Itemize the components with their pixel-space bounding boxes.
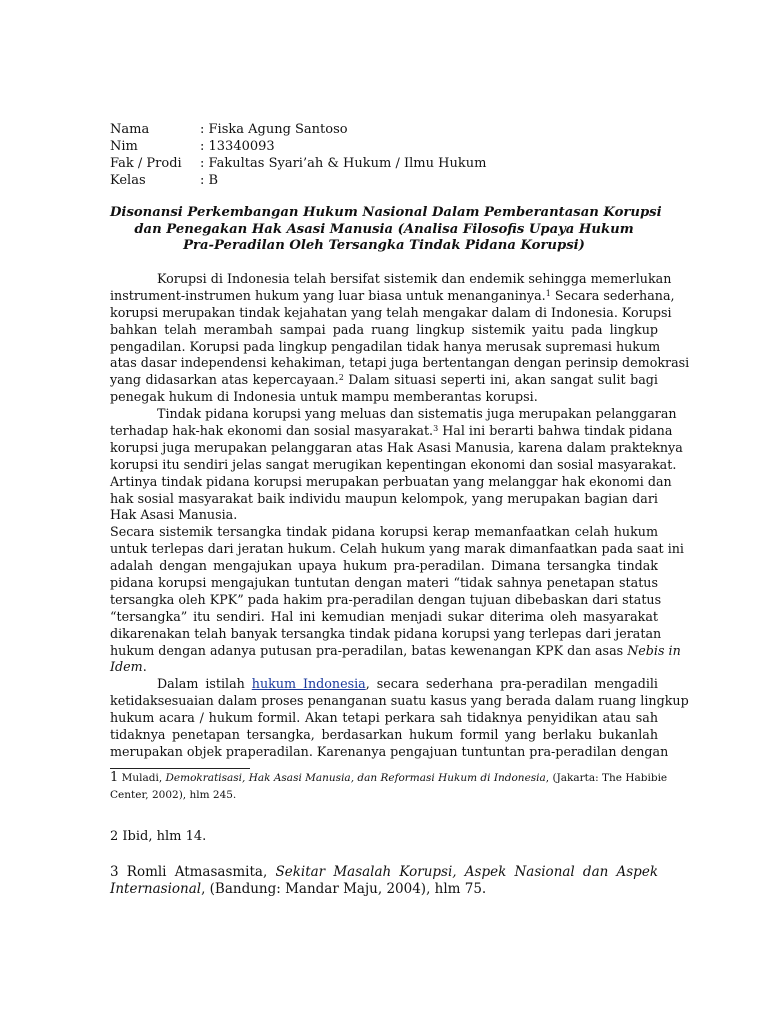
identity-value: : B (200, 173, 219, 188)
text-line: pidana korupsi mengajukan tuntutan dengan materi “tidak sahnya penetapan status (110, 575, 658, 591)
identity-value: : Fakultas Syari’ah & Hukum / Ilmu Hukum (200, 156, 487, 171)
text-line: korupsi itu sendiri jelas sangat merugikan kepentingan ekonomi dan sosial masyarakat. (110, 456, 677, 472)
identity-label: Nama (110, 122, 150, 137)
paragraph-1 (110, 271, 690, 406)
text-line: Artinya tindak pidana korupsi merupakan perbuatan yang melanggar hak ekonomi dan (110, 473, 672, 489)
latin-term: Nebis in (627, 642, 681, 658)
text-line: hukum dengan adanya putusan pra-peradilan, batas kewenangan KPK dan asas Nebis in (110, 642, 681, 658)
text-line: dikarenakan telah banyak tersangka tindak pidana korupsi yang terlepas dari jeratan (110, 625, 662, 641)
text-line: Dalam istilah hukum Indonesia, secara sederhana pra-peradilan mengadili (157, 676, 658, 692)
latin-term: Idem (110, 659, 143, 675)
identity-row-name (110, 121, 486, 138)
text-line: Korupsi di Indonesia telah bersifat sistemik dan endemik sehingga memerlukan (157, 271, 672, 286)
paragraph-2 (110, 406, 683, 524)
text-line: ketidaksesuaian dalam proses penanganan suatu kasus yang berada dalam ruang lingkup (110, 693, 689, 709)
text-line: hak sosial masyarakat baik individu maupun kelompok, yang merupakan bagian dari (110, 490, 658, 506)
text-line: bahkan telah merambah sampai pada ruang lingkup sistemik yaitu pada lingkup (110, 321, 658, 337)
text-line: Secara sistemik tersangka tindak pidana korupsi kerap memanfaatkan celah hukum (110, 524, 658, 540)
footnote-line: Center, 2002), hlm 245. (110, 788, 237, 801)
footnote-2: 2 Ibid, hlm 14. (110, 829, 207, 844)
text-line: adalah dengan mengajukan upaya hukum pra-peradilan. Dimana tersangka tindak (110, 558, 658, 574)
text-line: Tindak pidana korupsi yang meluas dan sistematis juga merupakan pelanggaran (157, 406, 677, 422)
paragraph-3 (110, 524, 684, 676)
footnote-1 (110, 770, 668, 804)
document-body (110, 271, 690, 761)
paragraph-4 (110, 676, 689, 760)
identity-label: Nim (110, 139, 138, 154)
text-line: korupsi merupakan tindak kejahatan yang telah mengakar dalam di Indonesia. Korupsi (110, 304, 672, 320)
footnote-line: Internasional, (Bandung: Mandar Maju, 2004), hlm 75. (110, 880, 487, 897)
hukum-indonesia-link[interactable]: hukum Indonesia (251, 676, 366, 692)
text-line: tidaknya penetapan tersangka, berdasarkan hukum formil yang berlaku bukanlah (110, 727, 658, 743)
text-line: untuk terlepas dari jeratan hukum. Celah hukum yang marak dimanfaatkan pada saat ini (110, 541, 684, 557)
footnote-ref[interactable]: 2 (338, 373, 344, 383)
footnote-ref[interactable]: 1 (545, 288, 551, 298)
identity-value: : Fiska Agung Santoso (200, 122, 348, 137)
text-line: penegak hukum di Indonesia untuk mampu memberantas korupsi. (110, 389, 538, 405)
identity-label: Kelas (110, 173, 146, 188)
text-line: korupsi juga merupakan pelanggaran atas Hak Asasi Manusia, karena dalam prakteknya (110, 439, 683, 455)
footnote-separator (110, 768, 250, 769)
text-line: hukum acara / hukum formil. Akan tetapi perkara sah tidaknya penyidikan atau sah (110, 710, 658, 726)
footnote-ref[interactable]: 3 (433, 424, 439, 434)
identity-block (110, 121, 486, 189)
title-line: Pra-Peradilan Oleh Tersangka Tindak Pidana Korupsi) (183, 238, 585, 253)
identity-row-faculty (110, 155, 486, 172)
text-line: Hak Asasi Manusia. (110, 507, 238, 523)
text-line: tersangka oleh KPK” pada hakim pra-peradilan dengan tujuan dibebaskan dari status (110, 591, 662, 607)
identity-row-class (110, 172, 486, 189)
footnote-number: 1 (110, 770, 119, 785)
identity-value: : 13340093 (200, 139, 275, 154)
title-line: Disonansi Perkembangan Hukum Nasional Dalam Pemberantasan Korupsi (110, 205, 662, 220)
text-line: pengadilan. Korupsi pada lingkup pengadilan tidak hanya merusak supremasi hukum (110, 338, 661, 354)
text-line: Idem. (110, 659, 147, 675)
text-line: yang didasarkan atas kepercayaan.$^2$ Dalam situasi seperti ini, akan sangat sulit bagi (110, 372, 658, 388)
title-line: dan Penegakan Hak Asasi Manusia (Analisa Filosofis Upaya Hukum (134, 221, 634, 237)
text-line: terhadap hak-hak ekonomi dan sosial masyarakat.$^3$ Hal ini berarti bahwa tindak pidana (110, 423, 673, 439)
text-line: atas dasar independensi kehakiman, tetapi juga bertentangan dengan perinsip demokrasi (110, 355, 690, 371)
document-title (110, 205, 662, 255)
text-line: instrument-instrumen hukum yang luar biasa untuk menanganinya.$^1$ Secara sederhana, (110, 287, 675, 303)
footnote-3 (110, 864, 658, 898)
identity-label: Fak / Prodi (110, 156, 182, 171)
text-line: “tersangka” itu sendiri. Hal ini kemudian menjadi sukar diterima oleh masyarakat (110, 608, 658, 624)
identity-row-nim (110, 138, 486, 155)
footnote-line: 1 Muladi, Demokratisasi, Hak Asasi Manusia, dan Reformasi Hukum di Indonesia, (Jakarta: The Habibie (110, 770, 668, 785)
text-line: merupakan objek praperadilan. Karenanya pengajuan tuntuntan pra-peradilan dengan (110, 743, 669, 759)
footnote-line: 3 Romli Atmasasmita, Sekitar Masalah Korupsi, Aspek Nasional dan Aspek (110, 864, 658, 880)
